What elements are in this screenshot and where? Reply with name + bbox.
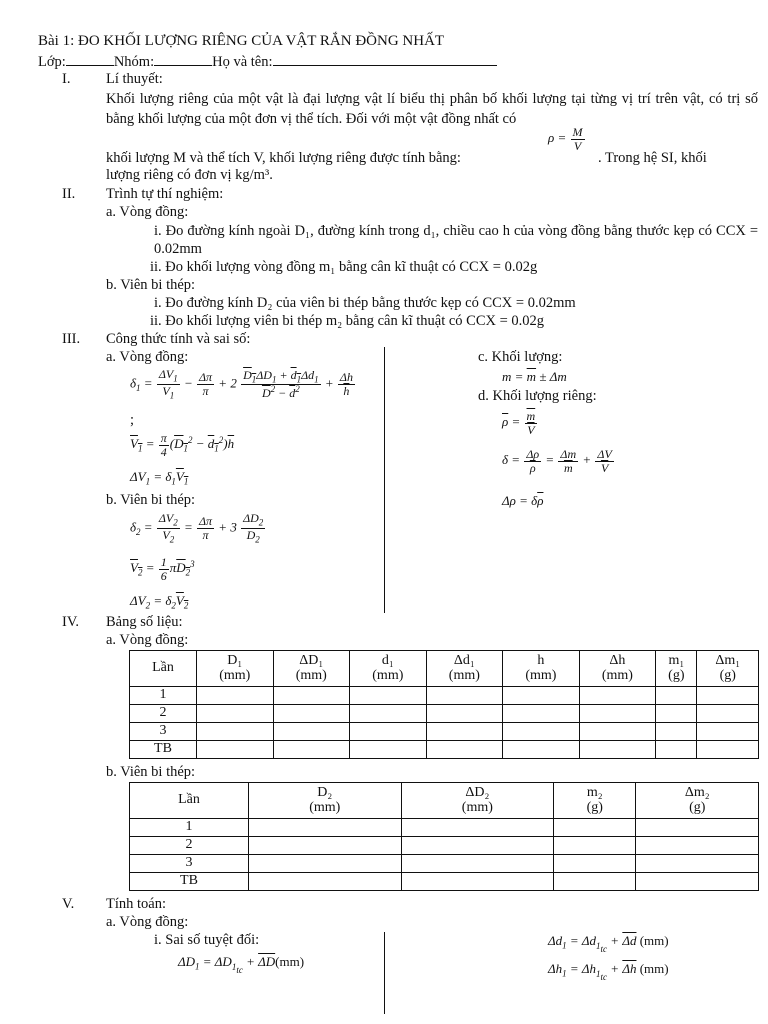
section-1-heading: Lí thuyết: xyxy=(106,71,163,87)
table-row: TB xyxy=(130,741,759,759)
d1-error-formula: $\Delta d_1 = \Delta d_{1_{tc}} + \overline{\Delta d}$ (mm) xyxy=(548,933,669,954)
table-row: 3 xyxy=(130,723,759,741)
col-header: Δd₁ (mm) xyxy=(426,651,503,687)
group-field[interactable] xyxy=(154,53,212,66)
col-header: ΔD₂ (mm) xyxy=(401,783,554,819)
calc-absolute-error-heading: i. Sai số tuyệt đối: xyxy=(154,932,260,948)
density-absolute-error-formula: $\Delta\rho = \delta\overline{\rho}$ xyxy=(502,493,544,508)
theory-paragraph-2b: . Trong hệ SI, khối xyxy=(598,150,707,166)
semicolon: ; xyxy=(130,412,135,428)
mass-formula: $m = \overline{m} \pm \Delta m$ xyxy=(502,369,567,384)
formula-a-heading: a. Vòng đồng: xyxy=(106,349,189,365)
col-header: D₂ (mm) xyxy=(249,783,402,819)
formula-c-heading: c. Khối lượng: xyxy=(478,349,563,365)
col-header: Lần xyxy=(130,783,249,819)
ball-data-table xyxy=(129,782,759,891)
name-label: Họ và tên: xyxy=(212,54,273,70)
col-header: h (mm) xyxy=(503,651,580,687)
h1-error-formula: $\Delta h_1 = \Delta h_{1_{tc}} + \overline{\Delta h}$ (mm) xyxy=(548,961,669,982)
table-row: 2 xyxy=(130,837,759,855)
theory-paragraph-2a: khối lượng M và thể tích V, khối lượng riêng được tính bằng: xyxy=(106,150,461,166)
col-header: D₁ (mm) xyxy=(197,651,274,687)
class-label: Lớp: xyxy=(38,54,66,70)
section-4-heading: Bảng số liệu: xyxy=(106,614,183,630)
table-row: 3 xyxy=(130,855,759,873)
calc-a-heading: a. Vòng đồng: xyxy=(106,914,189,930)
col-header: Lần xyxy=(130,651,197,687)
section-2-number: II. xyxy=(62,186,76,202)
procedure-b-ii: ii. Đo khối lượng viên bi thép m₂ bằng cân kĩ thuật có CCX = 0.02g xyxy=(150,313,545,329)
student-info-line xyxy=(38,53,497,71)
table-b-heading: b. Viên bi thép: xyxy=(106,764,196,780)
table-row: TB xyxy=(130,873,759,891)
col-header: d₁ (mm) xyxy=(350,651,427,687)
procedure-a-ii: ii. Đo khối lượng vòng đồng m₁ bằng cân kĩ thuật có CCX = 0.02g xyxy=(150,259,538,275)
page-title: Bài 1: ĐO KHỐI LƯỢNG RIÊNG CỦA VẬT RẮN ĐỒNG NHẤT xyxy=(38,33,445,49)
formula-b-heading: b. Viên bi thép: xyxy=(106,492,196,508)
name-field[interactable] xyxy=(273,53,497,66)
col-header: Δh (mm) xyxy=(579,651,656,687)
density-relative-error-formula: δ = $\frac{\Delta\rho}{\rho}$ = $\frac{\Delta m}{m}$ + $\frac{\Delta V}{V}$ xyxy=(502,447,612,475)
section-5-heading: Tính toán: xyxy=(106,896,167,912)
procedure-b-i: i. Đo đường kính D₂ của viên bi thép bằng thước kẹp có CCX = 0.02mm xyxy=(154,295,576,311)
theory-paragraph-1: Khối lượng riêng của một vật là đại lượng vật lí biểu thị phân bố khối lượng tại từng vị trí trên vật, có trị số bằng khối lượng của một đơn vị thể tích. Đối với một vật đồng nhất có xyxy=(106,91,758,127)
section-1-number: I. xyxy=(62,71,71,87)
ring-relative-error-formula: $\delta_1$ = $\frac{\Delta V_1}{V_1}$ − $\frac{\Delta\pi}{\pi}$ + 2 $\frac{D_1\Delta D_1 + d_1\Delta d_1}{\overline{D}^2 - \overline{d}^2}$ + $\frac{\Delta h}{h}$ xyxy=(130,367,353,401)
column-divider-2 xyxy=(384,932,385,1014)
col-header: m₁ (g) xyxy=(656,651,697,687)
table-row: 2 xyxy=(130,705,759,723)
procedure-b: b. Viên bi thép: xyxy=(106,277,196,293)
table-header-row xyxy=(130,783,759,819)
density-mean-formula: $\overline{\rho}$ = $\frac{\overline{m}}{V}$ xyxy=(502,409,536,437)
section-5-number: V. xyxy=(62,896,75,912)
ring-volume-formula: $V_1$ = $\frac{\pi}{4}$ $(D_1^2 - d_1^2)\overline{h}$ xyxy=(130,431,235,459)
table-row: 1 xyxy=(130,687,759,705)
ring-data-table xyxy=(129,650,759,759)
class-field[interactable] xyxy=(66,53,114,66)
ball-relative-error-formula: $\delta_2$ = $\frac{\Delta V_2}{V_2}$ = $\frac{\Delta\pi}{\pi}$ + 3 $\frac{\Delta D_2}{D_2}$ xyxy=(130,511,264,545)
theory-paragraph-3: lượng riêng có đơn vị kg/m³. xyxy=(106,167,273,183)
procedure-a-i: i. Đo đường kính ngoài D₁, đường kính trong d₁, chiều cao h của vòng đồng bằng thước kẹp có CCX = 0.02mm xyxy=(154,223,758,257)
group-label: Nhóm: xyxy=(113,54,155,70)
ring-volume-error-formula: $\Delta V_1 = \delta_1V_1$ xyxy=(130,469,189,487)
table-row: 1 xyxy=(130,819,759,837)
section-3-heading: Công thức tính và sai số: xyxy=(106,331,251,347)
section-2-heading: Trình tự thí nghiệm: xyxy=(106,186,224,202)
density-formula: ρ = $\frac{M}{V}$ xyxy=(548,125,583,153)
col-header: ΔD₁ (mm) xyxy=(273,651,350,687)
formula-d-heading: d. Khối lượng riêng: xyxy=(478,388,597,404)
section-4-number: IV. xyxy=(62,614,80,630)
col-header: m₂ (g) xyxy=(554,783,636,819)
column-divider xyxy=(384,347,385,613)
table-header-row xyxy=(130,651,759,687)
col-header: Δm₂ (g) xyxy=(636,783,759,819)
ball-volume-formula: $V_2$ = $\frac{1}{6}$ $\pi D_2^3$ xyxy=(130,555,195,583)
D1-error-formula: $\Delta D_1 = \Delta D_{1_{tc}} + \overline{\Delta D}(mm)$ xyxy=(178,954,305,975)
ball-volume-error-formula: $\Delta V_2 = \delta_2V_2$ xyxy=(130,593,189,611)
table-a-heading: a. Vòng đồng: xyxy=(106,632,189,648)
section-3-number: III. xyxy=(62,331,81,347)
col-header: Δm₁ (g) xyxy=(697,651,759,687)
procedure-a: a. Vòng đồng: xyxy=(106,204,189,220)
